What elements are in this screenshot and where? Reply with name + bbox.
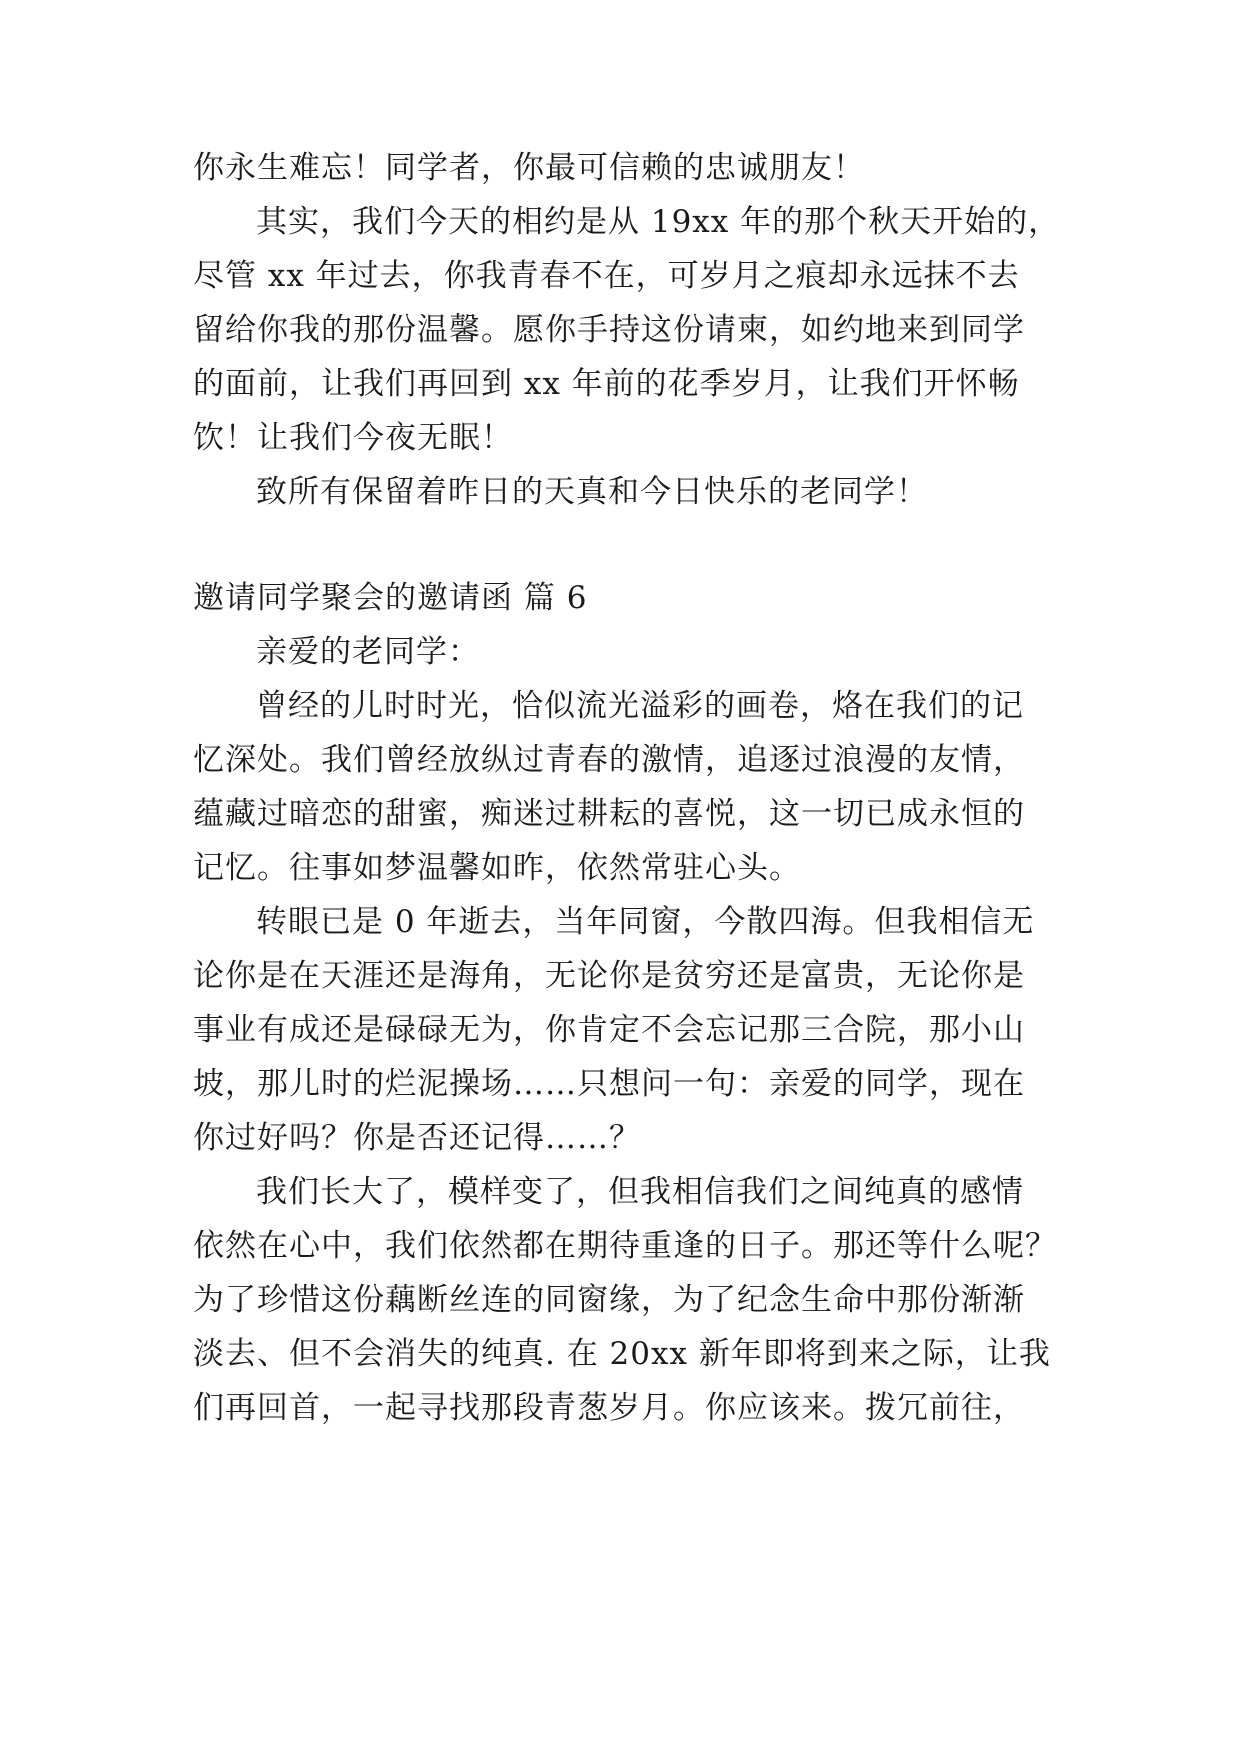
text-line: 忆深处。我们曾经放纵过青春的激情，追逐过浪漫的友情， bbox=[193, 742, 1025, 778]
text-line: 转眼已是 0 年逝去，当年同窗，今散四海。但我相信无 bbox=[256, 904, 1035, 940]
text-line: 为了珍惜这份藕断丝连的同窗缘，为了纪念生命中那份渐渐 bbox=[193, 1282, 1025, 1318]
text-line: 我们长大了，模样变了，但我相信我们之间纯真的感情 bbox=[256, 1174, 1024, 1210]
text-line: 留给你我的那份温馨。愿你手持这份请柬，如约地来到同学 bbox=[193, 312, 1025, 348]
text-line: 饮！让我们今夜无眠！ bbox=[193, 420, 513, 456]
text-line: 的面前，让我们再回到 xx 年前的花季岁月，让我们开怀畅 bbox=[193, 366, 1020, 402]
text-line: 其实，我们今天的相约是从 19xx 年的那个秋天开始的， bbox=[256, 204, 1061, 240]
text-line: 依然在心中，我们依然都在期待重逢的日子。那还等什么呢？ bbox=[193, 1228, 1057, 1264]
text-line: 曾经的儿时时光，恰似流光溢彩的画卷，烙在我们的记 bbox=[256, 688, 1024, 724]
text-line: 们再回首，一起寻找那段青葱岁月。你应该来。拨冗前往， bbox=[193, 1390, 1025, 1426]
text-line: 尽管 xx 年过去，你我青春不在，可岁月之痕却永远抹不去 bbox=[193, 258, 1020, 294]
text-line: 记忆。往事如梦温馨如昨，依然常驻心头。 bbox=[193, 850, 801, 886]
salutation: 亲爱的老同学： bbox=[256, 634, 480, 670]
text-line: 你过好吗？你是否还记得……？ bbox=[193, 1120, 641, 1156]
text-line: 蕴藏过暗恋的甜蜜，痴迷过耕耘的喜悦，这一切已成永恒的 bbox=[193, 796, 1025, 832]
text-line: 事业有成还是碌碌无为，你肯定不会忘记那三合院，那小山 bbox=[193, 1012, 1025, 1048]
text-line: 你永生难忘！同学者，你最可信赖的忠诚朋友！ bbox=[193, 150, 865, 186]
text-line: 致所有保留着昨日的天真和今日快乐的老同学！ bbox=[256, 474, 928, 510]
text-line: 坡，那儿时的烂泥操场……只想问一句：亲爱的同学，现在 bbox=[193, 1066, 1025, 1102]
section-title: 邀请同学聚会的邀请函 篇 6 bbox=[193, 580, 588, 616]
text-line: 论你是在天涯还是海角，无论你是贫穷还是富贵，无论你是 bbox=[193, 958, 1025, 994]
text-line: 淡去、但不会消失的纯真. 在 20xx 新年即将到来之际，让我 bbox=[193, 1336, 1051, 1372]
